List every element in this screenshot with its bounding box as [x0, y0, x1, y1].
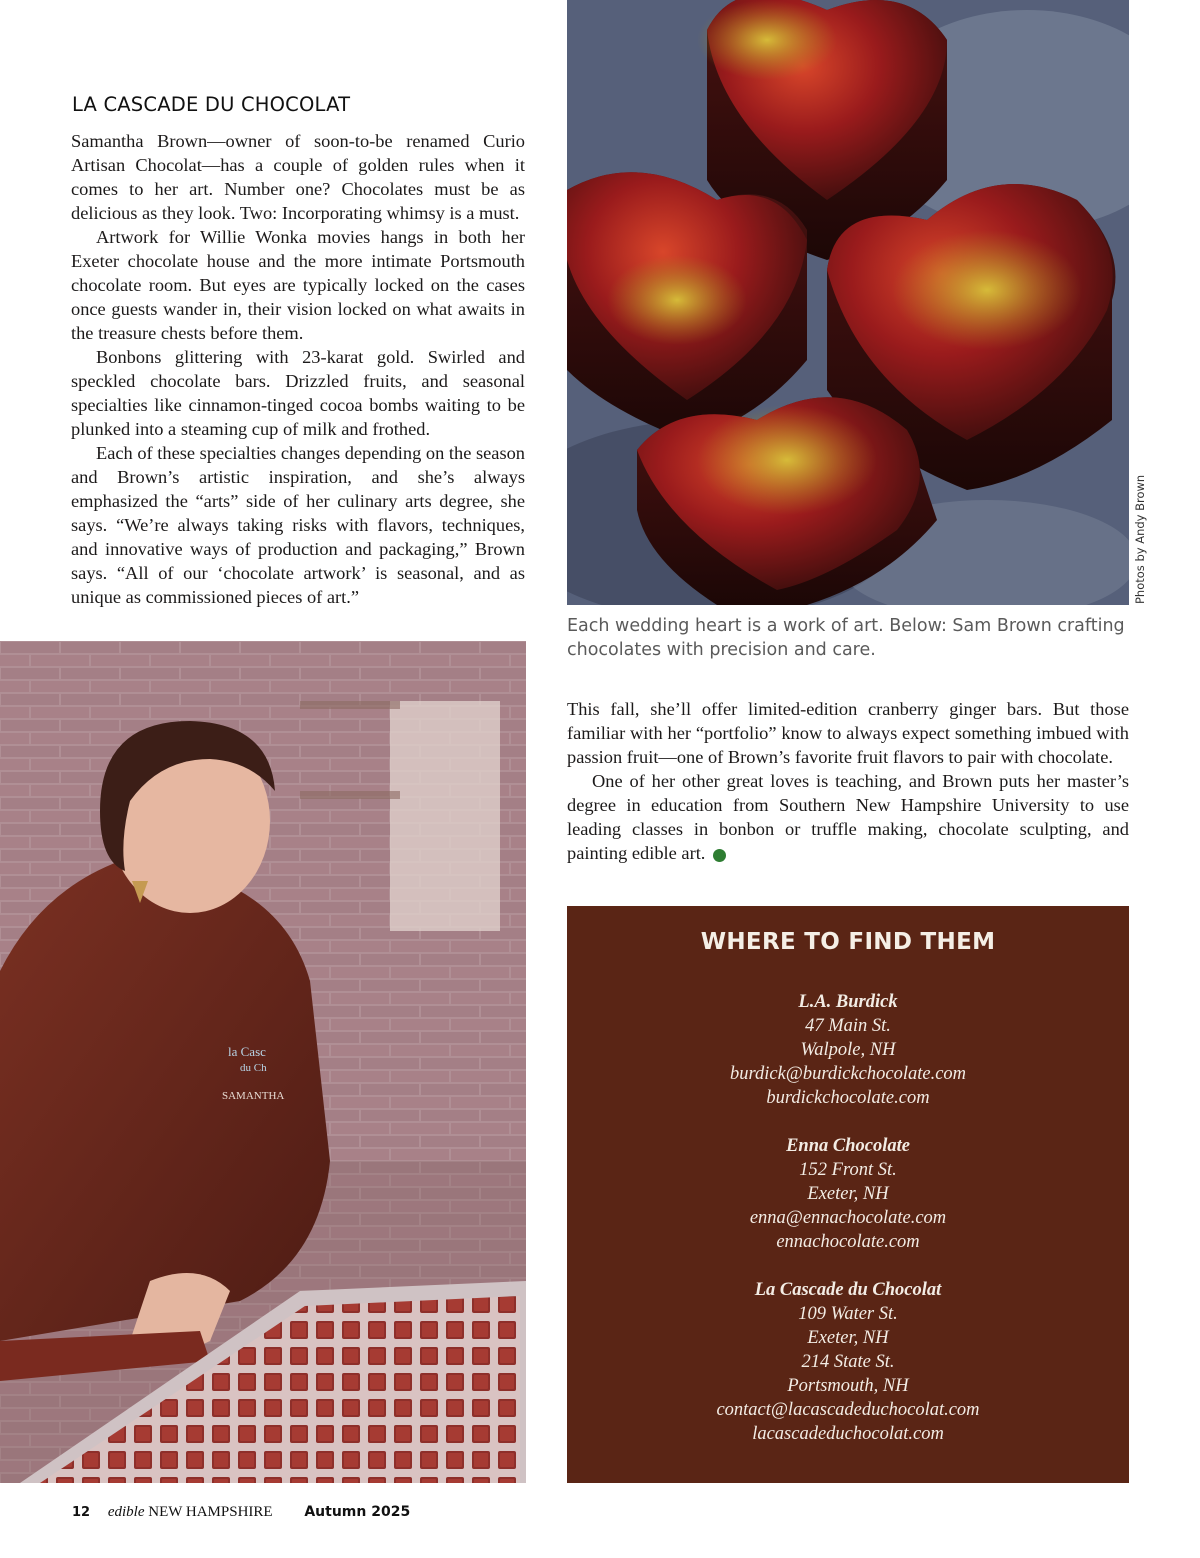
shop-name: La Cascade du Chocolat: [754, 1280, 942, 1300]
shop-city: Exeter, NH: [807, 1328, 889, 1348]
apron-logo-sub: du Ch: [240, 1062, 267, 1074]
article-paragraph: Bonbons glittering with 23-karat gold. Swirled and speckled chocolate bars. Drizzled fruits, and seasonal specialties like cinnamon-tinged cocoa bombs waiting to be plunked into a steaming cup of milk and frothed.: [71, 347, 525, 439]
article-paragraph: This fall, she’ll offer limited-edition cranberry ginger bars. But those familiar with her “portfolio” know to always expect something imbued with passion fruit—one of Brown’s favorite fruit flavors to pair with chocolate.: [567, 699, 1129, 767]
where-to-find-title: WHERE TO FIND THEM: [700, 929, 996, 955]
article-body: [71, 129, 525, 609]
article-continued: [567, 697, 1129, 865]
apron-name: SAMANTHA: [222, 1090, 285, 1102]
page-footer: [72, 1504, 410, 1521]
shop-address-2: 214 State St.: [801, 1352, 895, 1372]
shop-address: 47 Main St.: [805, 1016, 891, 1036]
apron-logo: la Casc: [228, 1044, 266, 1059]
hearts-illustration: [567, 0, 1129, 605]
photo-credit: Photos by Andy Brown: [1133, 474, 1147, 604]
chef-illustration: [0, 641, 526, 1483]
end-mark-icon: e: [713, 849, 726, 862]
shop-city: Walpole, NH: [800, 1040, 896, 1060]
shop-email: burdick@burdickchocolate.com: [729, 1064, 967, 1084]
article-paragraph: Artwork for Willie Wonka movies hangs in both her Exeter chocolate house and the more intimate Portsmouth chocolate room. But eyes are typically locked on the cases once guests wander in, their vision locked on what awaits in the treasure chests before them.: [71, 227, 525, 343]
article-paragraph: Samantha Brown—owner of soon-to-be renamed Curio Artisan Chocolat—has a couple of golden rules when it comes to her art. Number one? Chocolates must be as delicious as they look. Two: Incorporating whimsy is a must.: [71, 131, 525, 223]
article-paragraph-last: [567, 769, 1129, 865]
shop-city: Exeter, NH: [807, 1184, 889, 1204]
shop-entry: [567, 1134, 1129, 1254]
article-paragraph: Each of these specialties changes depending on the season and Brown’s artistic inspiration, and she’s always emphasized the “arts” side of her culinary arts degree, she says. “We’re always taking risks with flavors, techniques, and innovative ways of production and packaging,” Brown says. “All of our ‘chocolate artwork’ is seasonal, and as unique as commissioned pieces of art.”: [71, 443, 525, 607]
shop-name: L.A. Burdick: [798, 992, 898, 1012]
shop-name: Enna Chocolate: [786, 1136, 910, 1156]
shop-city-2: Portsmouth, NH: [787, 1376, 909, 1396]
shop-website: burdickchocolate.com: [766, 1088, 930, 1108]
article-heading: LA CASCADE DU CHOCOLAT: [72, 93, 351, 116]
shop-website: ennachocolate.com: [776, 1232, 920, 1252]
shop-entry: [567, 1278, 1129, 1446]
shop-address: 109 Water St.: [798, 1304, 898, 1324]
shop-list: [567, 990, 1129, 1470]
chocolate-hearts-photo: [567, 0, 1129, 605]
where-to-find-box: [567, 906, 1129, 1483]
issue-date: Autumn 2025: [304, 1504, 411, 1520]
brand-region: NEW HAMPSHIRE: [148, 1504, 273, 1520]
article-paragraph-text: One of her other great loves is teaching, and Brown puts her master’s degree in education from Southern New Hampshire University to use leading classes in bonbon or truffle making, chocolate sculpting, and painting edible art.: [567, 771, 1129, 863]
shop-email: contact@lacascadeduchocolat.com: [716, 1400, 980, 1420]
page-number: 12: [72, 1505, 91, 1520]
shop-address: 152 Front St.: [799, 1160, 897, 1180]
chef-photo: [0, 641, 526, 1483]
brand-edible: edible: [107, 1504, 145, 1520]
photo-caption: Each wedding heart is a work of art. Below: Sam Brown crafting chocolates with precision and care.: [567, 616, 1125, 660]
shop-entry: [567, 990, 1129, 1110]
shop-website: lacascadeduchocolat.com: [752, 1424, 944, 1444]
shop-email: enna@ennachocolate.com: [749, 1208, 947, 1228]
